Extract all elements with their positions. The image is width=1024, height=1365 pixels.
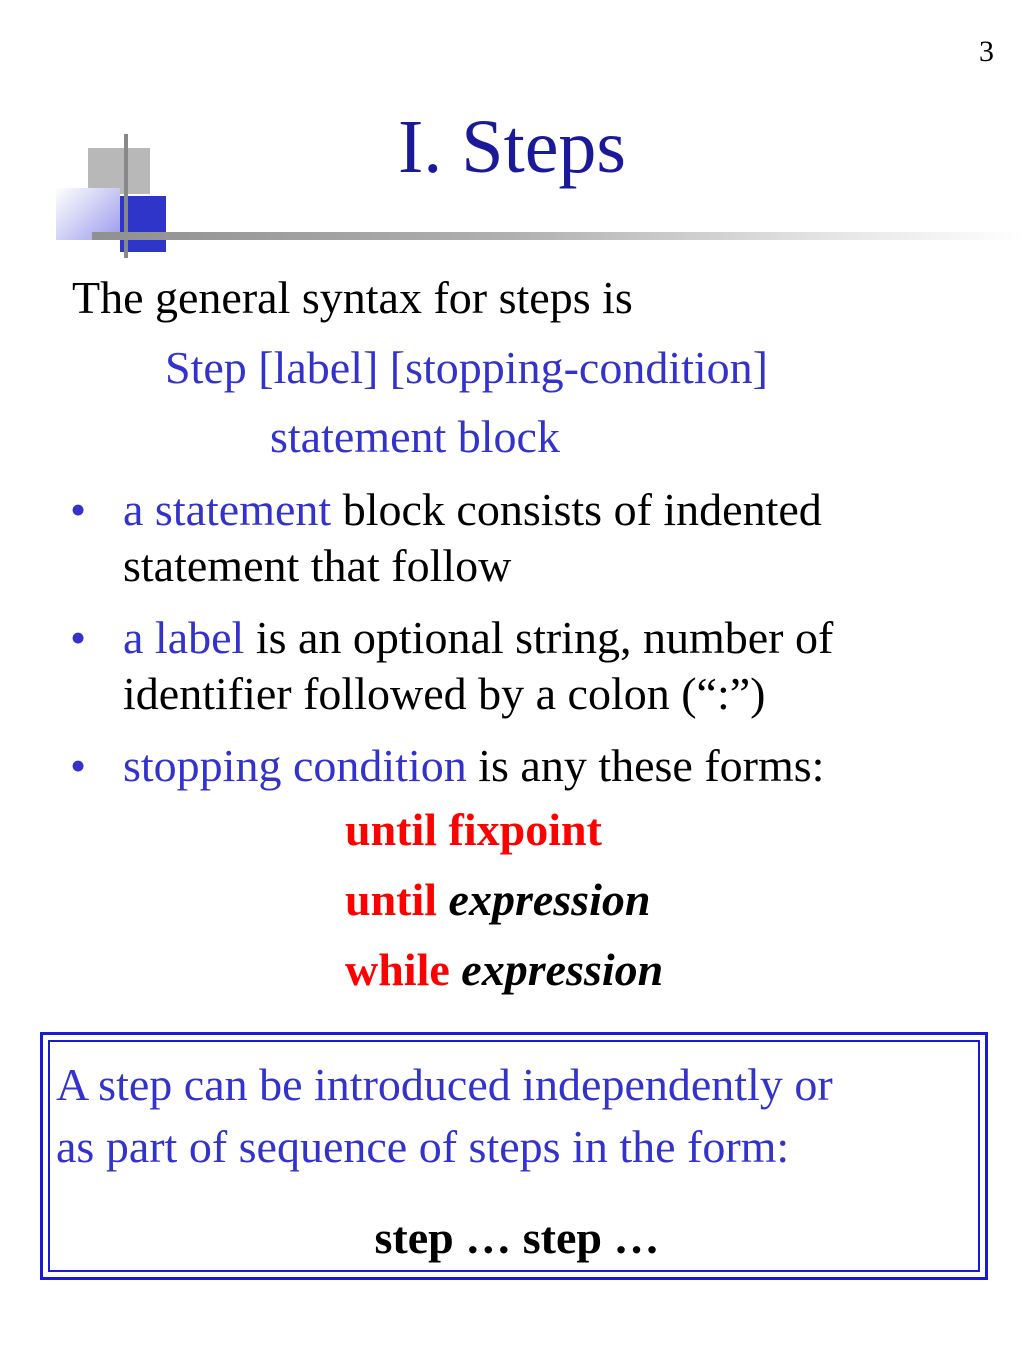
form-line bbox=[345, 942, 663, 998]
list-item bbox=[70, 738, 970, 794]
bullet-term: a statement bbox=[123, 484, 332, 535]
bullet-list bbox=[70, 482, 970, 810]
note-formula: step … step … bbox=[374, 1212, 660, 1263]
form-keyword: while bbox=[345, 944, 450, 995]
title-rule bbox=[92, 232, 1024, 240]
bullet-dot: • bbox=[70, 612, 87, 663]
form-keyword: until fixpoint bbox=[345, 804, 602, 855]
bullet-dot: • bbox=[70, 740, 87, 791]
list-item bbox=[70, 482, 970, 594]
form-line bbox=[345, 802, 602, 858]
form-argument: expression bbox=[448, 874, 651, 925]
bullet-dot: • bbox=[70, 484, 87, 535]
syntax-line-1: Step [label] [stopping-condition] bbox=[165, 342, 768, 393]
bullet-text: is an optional string, number of identifier followed by a colon (“:”) bbox=[123, 612, 834, 719]
page-title: I. Steps bbox=[398, 105, 626, 189]
note-text bbox=[56, 1054, 976, 1178]
note-text-line-2: as part of sequence of steps in the form: bbox=[56, 1121, 790, 1172]
bullet-text: is any these forms: bbox=[466, 740, 825, 791]
syntax-line-2: statement block bbox=[270, 411, 560, 462]
note-text-line-1: A step can be introduced independently or bbox=[56, 1059, 833, 1110]
form-argument: expression bbox=[461, 944, 664, 995]
form-line bbox=[345, 872, 650, 928]
intro-text: The general syntax for steps is bbox=[72, 272, 633, 323]
bullet-term: a label bbox=[123, 612, 245, 663]
list-item bbox=[70, 610, 970, 722]
page-number: 3 bbox=[979, 35, 994, 68]
bullet-text: block consists of indented statement that follow bbox=[123, 484, 822, 591]
form-keyword: until bbox=[345, 874, 438, 925]
bullet-term: stopping condition bbox=[123, 740, 467, 791]
